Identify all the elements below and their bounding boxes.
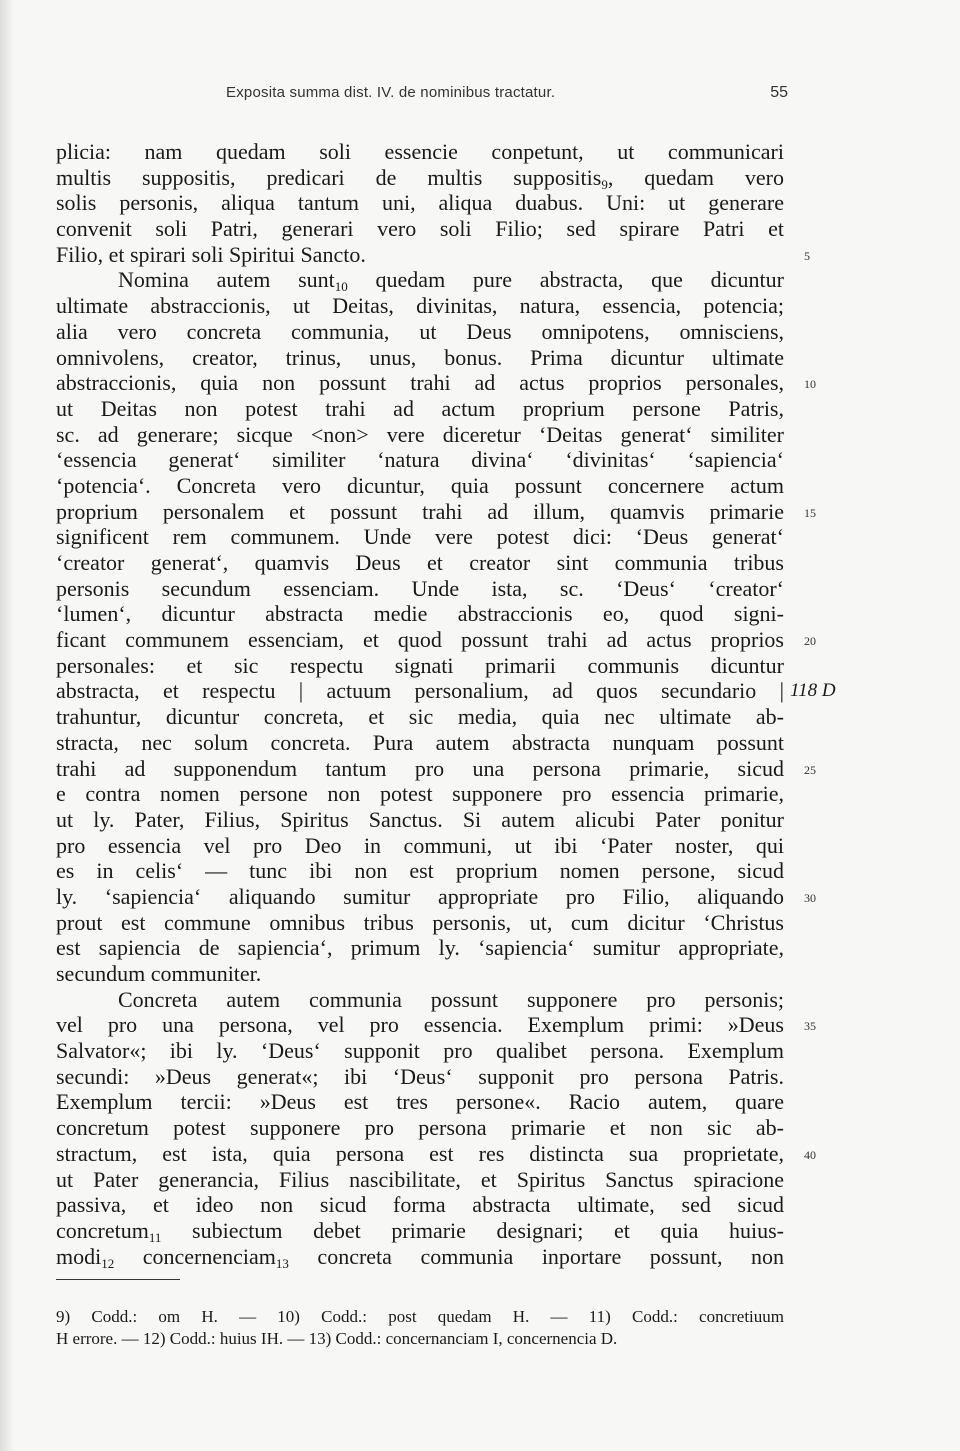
text-line: es in celis‘ — tunc ibi non est proprium nomen persone, sicud [56, 858, 784, 884]
footnote-ref: 13 [275, 1255, 289, 1271]
text-line: Filio, et spirari soli Spiritui Sancto. 5 [56, 242, 784, 268]
text-line: significent rem communem. Unde vere potest dici: ‘Deus generat‘ [56, 524, 784, 550]
footnote-ref: 9 [601, 176, 608, 192]
text-line: alia vero concreta communia, ut Deus omnipotens, omnisciens, [56, 318, 784, 344]
text-line: sc. ad generare; sicque <non> vere diceretur ‘Deitas generat‘ similiter [56, 421, 784, 447]
main-text [56, 139, 836, 1271]
margin-reference: 118 D [790, 680, 836, 702]
footnote-line: H errore. — 12) Codd.: huius IH. — 13) Codd.: concernanciam I, concernencia D. [56, 1329, 618, 1348]
text-line: abstraccionis, quia non possunt trahi ad actus proprios personales, 10 [56, 370, 784, 396]
text-line: personales: et sic respectu signati primarii communis dicuntur [56, 652, 784, 678]
text-line: multis suppositis, predicari de multis suppositis$_9$, quedam vero [56, 164, 785, 192]
text-line: secundum communiter. [56, 961, 262, 986]
line-number: 15 [804, 505, 816, 520]
text-line: vel pro una persona, vel pro essencia. Exemplum primi: »Deus 35 [56, 1012, 784, 1038]
text-line: abstracta, et respectu | actuum personalium, ad quos secundario | 118 D [56, 678, 836, 704]
text-line: ut Pater generancia, Filius nascibilitate, et Spiritus Sanctus spiracione [56, 1166, 784, 1192]
text-line: stractum, est ista, quia persona est res distincta sua proprietate, 40 [56, 1141, 784, 1167]
text-line: ultimate abstraccionis, ut Deitas, divinitas, natura, essencia, potencia; [56, 293, 784, 319]
text-line: plicia: nam quedam soli essencie conpetunt, ut communicari [56, 139, 784, 164]
footnote-ref: 11 [148, 1229, 162, 1245]
text-line: ut Deitas non potest trahi ad actum proprium persone Patris, [56, 395, 784, 421]
page-header [56, 84, 788, 110]
running-title: Exposita summa dist. IV. de nominibus tractatur. [226, 84, 556, 101]
text-line: est sapiencia de sapiencia‘, primum ly. ‘sapiencia‘ sumitur appropriate, [56, 935, 784, 961]
text-line: ‘essencia generat‘ similiter ‘natura divina‘ ‘divinitas‘ ‘sapiencia‘ [56, 447, 784, 473]
text-line: Nomina autem sunt$_{10}$ quedam pure abstracta, que dicuntur [118, 267, 784, 295]
footnote-rule [56, 1279, 180, 1280]
line-number: 20 [804, 634, 816, 649]
text-line: ly. ‘sapiencia‘ aliquando sumitur appropriate pro Filio, aliquando 30 [56, 884, 784, 910]
text-line: ‘lumen‘, dicuntur abstracta medie abstraccionis eo, quod signi- [56, 601, 784, 627]
line-number: 10 [804, 377, 816, 392]
text-line: pro essencia vel pro Deo in communi, ut ibi ‘Pater noster, qui [56, 832, 784, 858]
text-line: ficant communem essenciam, et quod possunt trahi ad actus proprios 20 [56, 627, 784, 653]
text-line: passiva, et ideo non sicud forma abstracta ultimate, sed sicud [56, 1192, 784, 1218]
text-line: e contra nomen persone non potest supponere pro essencia primarie, [56, 781, 784, 807]
text-line: prout est commune omnibus tribus personis, ut, cum dicitur ‘Christus [56, 909, 784, 935]
text-line: proprium personalem et possunt trahi ad illum, quamvis primarie 15 [56, 499, 784, 525]
scan-edge-shadow [0, 0, 14, 1451]
text-line: modi$_{12}$ concernenciam$_{13}$ concreta communia inportare possunt, non [56, 1243, 785, 1271]
text-line: ut ly. Pater, Filius, Spiritus Sanctus. Si autem alicubi Pater ponitur [56, 806, 784, 832]
line-number: 5 [804, 248, 810, 263]
text-line: ‘potencia‘. Concreta vero dicuntur, quia possunt concernere actum [56, 472, 784, 498]
text-line: stracta, nec solum concreta. Pura autem abstracta nunquam possunt [56, 729, 784, 755]
footnote-ref: 12 [101, 1255, 115, 1271]
footnotes [56, 1306, 784, 1350]
text-line: personis secundum essenciam. Unde ista, sc. ‘Deus‘ ‘creator‘ [56, 575, 784, 601]
line-number: 35 [804, 1019, 816, 1034]
text-line: omnivolens, creator, trinus, unus, bonus. Prima dicuntur ultimate [56, 344, 784, 370]
text-line: solis personis, aliqua tantum uni, aliqua duabus. Uni: ut generare [56, 190, 784, 216]
text-line: ‘creator generat‘, quamvis Deus et creator sint communia tribus [56, 550, 784, 575]
text-line: trahi ad supponendum tantum pro una persona primarie, sicud 25 [56, 756, 784, 782]
text-line: trahuntur, dicuntur concreta, et sic media, quia nec ultimate ab- [56, 704, 784, 730]
text-line: Concreta autem communia possunt supponere pro personis; [118, 986, 784, 1012]
text-line: concretum potest supponere pro persona primarie et non sic ab- [56, 1115, 784, 1141]
footnote-ref: 10 [334, 279, 348, 295]
footnote-line: 9) Codd.: om H. — 10) Codd.: post quedam H. — 11) Codd.: concretiuum [56, 1307, 784, 1326]
text-line: Exemplum tercii: »Deus est tres persone«. Racio autem, quare [56, 1089, 784, 1115]
text-line: concretum$_{11}$ subiectum debet primarie designari; et quia huius- [56, 1217, 784, 1245]
line-number: 40 [804, 1147, 816, 1162]
line-number: 30 [804, 890, 816, 905]
text-line: Salvator«; ibi ly. ‘Deus‘ supponit pro qualibet persona. Exemplum [56, 1038, 784, 1064]
text-line: convenit soli Patri, generari vero soli Filio; sed spirare Patri et [56, 216, 784, 242]
text-line: secundi: »Deus generat«; ibi ‘Deus‘ supponit pro persona Patris. [56, 1063, 784, 1089]
page-number: 55 [770, 84, 788, 101]
line-number: 25 [804, 762, 816, 777]
